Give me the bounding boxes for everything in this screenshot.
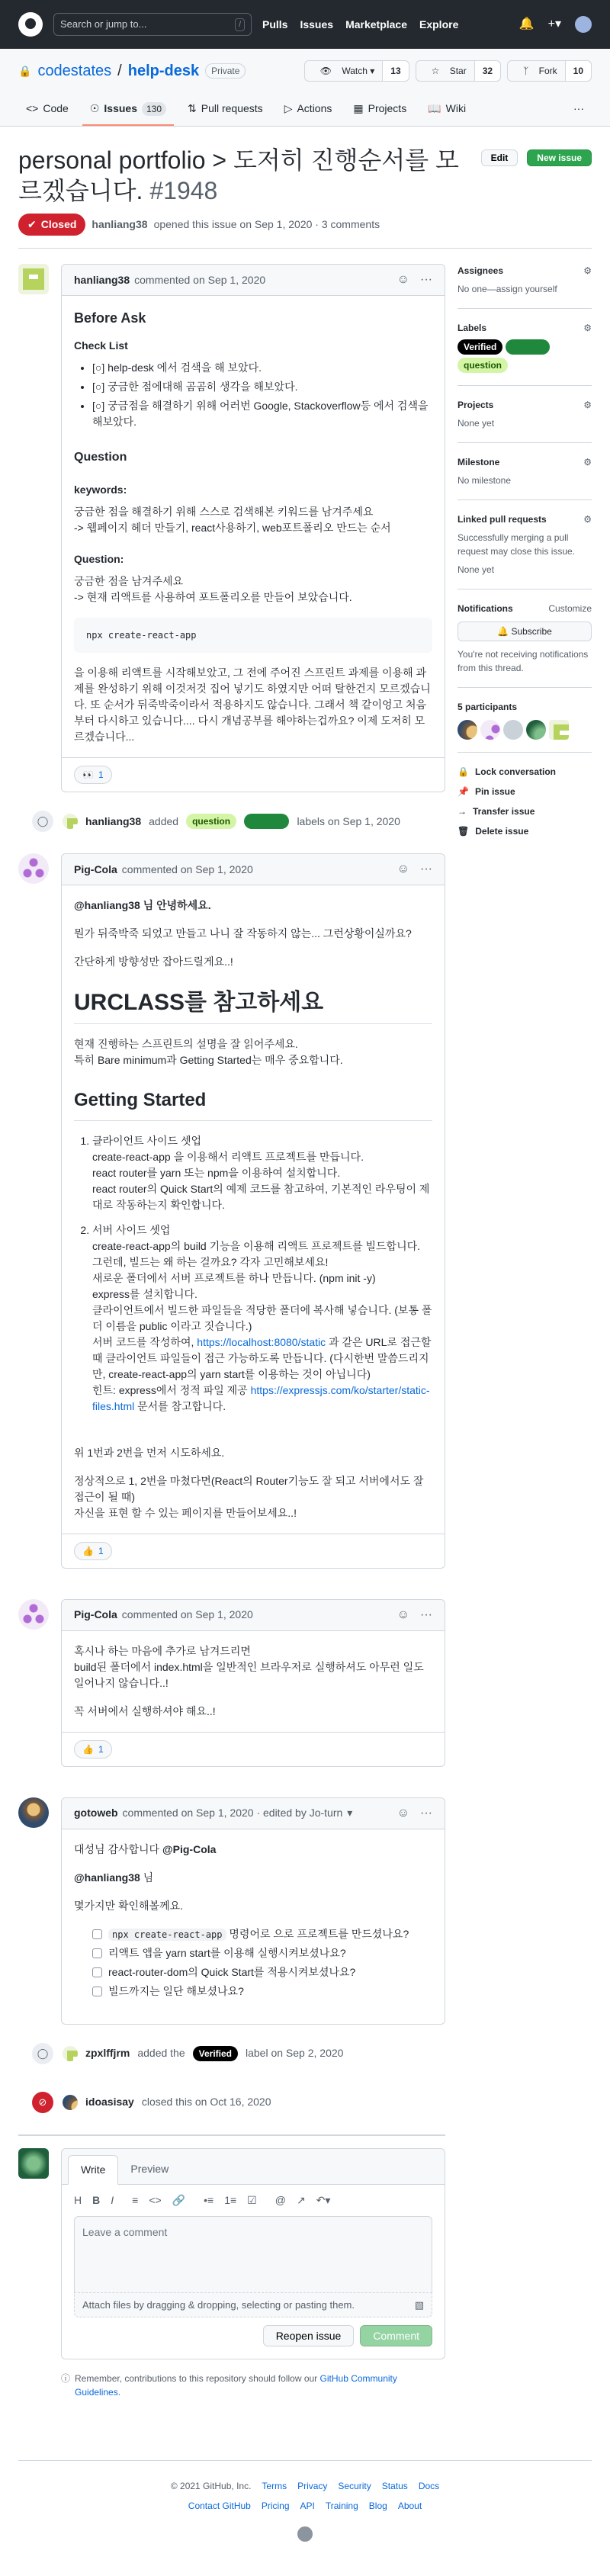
attach-text: Attach files by dragging & dropping, selecting or pasting them.	[82, 2298, 355, 2311]
step-line: 클라이언트에서 빌드한 파일들을 적당한 폴더에 복사해 넣습니다. (보통 폴더 이름을 public 이라고 짓습니다.)	[92, 1303, 432, 1332]
comment-time[interactable]: commented on Sep 1, 2020	[121, 862, 253, 875]
issue-icon: ☉	[89, 102, 100, 114]
smiley-icon[interactable]: ☺	[396, 862, 410, 875]
user-mention[interactable]: @hanliang38	[74, 1871, 140, 1884]
list-item: • [○] 궁금한 점에대해 곰곰히 생각을 해보았다.	[92, 379, 432, 395]
global-header	[0, 0, 610, 49]
task-checkbox[interactable]	[92, 1987, 102, 1996]
book-icon: 📖	[428, 102, 441, 114]
list-item	[92, 1133, 432, 1213]
footer-link-security[interactable]: Security	[338, 2481, 371, 2491]
issue-body-comment	[18, 264, 445, 792]
tab-projects-label: Projects	[368, 102, 407, 114]
repo-icon: 🔒	[18, 64, 32, 77]
task-item	[92, 1964, 432, 1980]
tag-icon: ◯	[30, 809, 55, 834]
step-line	[92, 1335, 432, 1383]
gear-icon[interactable]: ⚙	[583, 265, 592, 276]
heading-icon[interactable]: H	[74, 2193, 82, 2206]
fork-button[interactable]	[507, 60, 592, 82]
text: 서버 코드를 작성하여,	[92, 1335, 197, 1348]
preview-tab[interactable]: Preview	[130, 2162, 169, 2175]
step-line: create-react-app의 build 기능을 이용해 리액트 프로젝트를 빌드합니다.	[92, 1239, 421, 1252]
nav-pulls[interactable]: Pulls	[262, 18, 288, 31]
comment-paragraph: 꼭 서버에서 실행하셔야 해요..!	[74, 1704, 216, 1717]
arrow-right-icon: →	[458, 806, 467, 817]
linked-prs-text: None yet	[458, 564, 495, 575]
task-text: 명령어로 으로 프로젝트를 만드셨나요?	[226, 1927, 409, 1940]
chevron-down-icon[interactable]: ▾	[347, 1807, 353, 1819]
tab-pulls-label: Pull requests	[201, 102, 263, 114]
task-text: react-router-dom의 Quick Start를 적용시켜보셨나요?	[108, 1965, 356, 1978]
closed-icon: ⊘	[30, 2090, 55, 2115]
more-tabs-icon[interactable]: ···	[573, 102, 584, 114]
comment-author[interactable]: hanliang38	[74, 273, 130, 286]
question-line: 궁금한 점을 남겨주세요	[74, 575, 184, 587]
lock-icon: 🔒	[458, 766, 469, 777]
play-icon: ▷	[284, 102, 293, 114]
event-text: closed this on Oct 16, 2020	[141, 2096, 271, 2108]
avatar[interactable]	[18, 2148, 49, 2179]
smiley-icon[interactable]: ☺	[396, 1608, 410, 1621]
kebab-icon[interactable]: ···	[420, 862, 432, 875]
github-logo-icon[interactable]	[297, 2526, 313, 2542]
reaction-count: 1	[98, 1545, 104, 1556]
thumbs-up-icon: 👍	[82, 1743, 94, 1755]
avatar[interactable]	[63, 814, 78, 829]
kebab-icon[interactable]: ···	[420, 1806, 432, 1820]
comment-time[interactable]: commented on Sep 1, 2020 · edited by Jo-turn	[122, 1807, 343, 1819]
issues-counter: 130	[142, 102, 166, 116]
participant-avatar[interactable]	[549, 720, 569, 740]
issue-meta	[18, 214, 592, 249]
comment-paragraph: 을 이용해 리액트를 시작해보았고, 그 전에 주어진 스프린트 과제를 이용해 과제를 완성하기 위해 이것저것 집어 넣기도 하였지만 어떠 탈한건지 모르겠습니다. 또 순서가 뒤죽박죽이라서 적용하지도 않습니다. 그래서 책 같이엉고 처음부터 다시하고 있습니다.... 다시 개념공부를 해야하는겁까요? 이제 도저히 모르겠습니다...	[74, 666, 431, 743]
watch-label: Watch	[342, 66, 368, 76]
step-line: react router를 yarn 또는 npm을 이용하여 설치합니다.	[92, 1166, 341, 1179]
assignees-text[interactable]: No one—assign yourself	[458, 284, 557, 294]
text: 과 같은 URL로 접근할 때 클라이언트 파일들이 접근 가능하도록 만듭니다. (다시한번 말씀드리지만, create-react-app의 yarn start를 이용하는 것이 아닙니다)	[92, 1335, 432, 1380]
heading-keywords: keywords:	[74, 483, 127, 496]
footer-link-api[interactable]: API	[300, 2501, 315, 2511]
comment-paragraph: 현재 진행하는 스프린트의 설명을 잘 읽어주세요.	[74, 1037, 298, 1050]
task-text: 빌드까지는 일단 해보셨나요?	[108, 1984, 244, 1997]
reaction-thumbs-up[interactable]	[74, 1542, 112, 1560]
github-logo-icon[interactable]	[18, 12, 43, 37]
tab-wiki[interactable]	[420, 95, 474, 126]
timeline-divider	[18, 2134, 445, 2136]
step-line: 새로운 폴더에서 서버 프로젝트를 하나 만듭니다. (npm init -y)	[92, 1271, 376, 1284]
customize-link[interactable]: Customize	[548, 603, 592, 614]
new-comment-form	[18, 2148, 445, 2360]
tab-projects[interactable]	[345, 95, 414, 126]
bell-icon[interactable]: 🔔	[518, 18, 535, 31]
code-block: npx create-react-app	[74, 618, 432, 653]
reaction-eyes[interactable]	[74, 766, 112, 784]
footer-link-privacy[interactable]: Privacy	[297, 2481, 328, 2491]
star-label: Star	[449, 66, 467, 76]
heading-before-ask: Before Ask	[74, 310, 146, 326]
bell-icon: 🔔	[497, 626, 512, 637]
event-actor[interactable]: hanliang38	[85, 814, 142, 827]
comment-paragraph: 몇가지만 확인해볼께요.	[74, 1899, 184, 1912]
link-icon[interactable]: 🔗	[172, 2193, 186, 2206]
bullet-list-icon[interactable]: •≡	[204, 2193, 214, 2206]
avatar[interactable]	[63, 2046, 78, 2061]
heading-checklist: Check List	[74, 339, 128, 352]
text: 님	[140, 1871, 154, 1884]
fork-label: Fork	[538, 66, 557, 76]
nav-issues[interactable]: Issues	[300, 18, 334, 31]
greeting: @hanliang38 님 안녕하세요.	[74, 899, 211, 911]
notifications-desc: You're not receiving notifications from this thread.	[458, 649, 589, 673]
gear-icon[interactable]: ⚙	[583, 457, 592, 467]
text: 대성님 감사합니다	[74, 1842, 162, 1855]
issue-author-link[interactable]	[92, 217, 147, 233]
info-icon: ⓘ	[61, 2373, 71, 2384]
nav-marketplace[interactable]: Marketplace	[345, 18, 407, 31]
search-shortcut-key: /	[235, 18, 245, 31]
subscribe-button[interactable]	[458, 622, 592, 641]
tab-actions-label: Actions	[297, 102, 332, 114]
participants-title: 5 participants	[458, 702, 518, 712]
task-text: 리액트 앱을 yarn start를 이용해 실행시켜보셨나요?	[108, 1946, 346, 1959]
reaction-count: 1	[98, 1743, 104, 1755]
heading-getting-started: Getting Started	[74, 1087, 432, 1121]
gear-icon[interactable]: ⚙	[583, 323, 592, 333]
linked-prs-title[interactable]: Linked pull requests	[458, 514, 547, 525]
code-icon[interactable]: <>	[149, 2193, 162, 2206]
tag-icon: ◯	[30, 2041, 55, 2066]
lock-conversation-button[interactable]	[458, 762, 592, 782]
search-placeholder: Search or jump to...	[60, 18, 147, 31]
repo-separator: /	[117, 63, 122, 79]
heading-question-sub: Question:	[74, 553, 124, 565]
footer-link-terms[interactable]: Terms	[262, 2481, 287, 2491]
participant-avatar[interactable]	[526, 720, 546, 740]
label-event	[30, 2037, 445, 2070]
step-line: 그런데, 빌드는 왜 하는 걸까요? 각자 고민해보세요!	[92, 1255, 329, 1268]
comment-paragraph: 혹시나 하는 마음에 추가로 남겨드리면	[74, 1644, 251, 1657]
event-actor[interactable]: idoasisay	[85, 2096, 134, 2108]
timeline-comment	[18, 853, 445, 1569]
participant-avatar[interactable]	[503, 720, 523, 740]
issue-opened-text: opened this issue on Sep 1, 2020 · 3 comments	[153, 218, 380, 230]
milestone-title[interactable]: Milestone	[458, 457, 500, 467]
linked-prs-desc: Successfully merging a pull request may close this issue.	[458, 532, 576, 557]
closed-event	[30, 2086, 445, 2119]
user-avatar[interactable]	[575, 16, 592, 33]
code-icon: <>	[26, 102, 39, 114]
issue-title	[18, 145, 472, 206]
list-item	[92, 1222, 432, 1415]
footer-link-blog[interactable]: Blog	[368, 2501, 387, 2511]
trash-icon: 🗑	[458, 826, 470, 837]
comment-author[interactable]: Pig-Cola	[74, 1608, 117, 1620]
attach-files-area[interactable]	[74, 2292, 432, 2318]
comment-button[interactable]: Comment	[360, 2325, 432, 2346]
task-list	[92, 1926, 432, 1999]
private-badge: Private	[205, 63, 246, 79]
avatar[interactable]	[18, 264, 49, 294]
heading-urclass: URCLASS를 참고하세요	[74, 988, 432, 1024]
notifications-title: Notifications	[458, 603, 513, 614]
pin-issue-button[interactable]	[458, 782, 592, 801]
copyright: © 2021 GitHub, Inc.	[170, 2481, 252, 2491]
tab-code-label: Code	[43, 102, 69, 114]
kebab-icon[interactable]: ···	[420, 273, 432, 286]
eyes-icon: 👀	[82, 769, 94, 780]
user-mention[interactable]: @Pig-Cola	[162, 1842, 217, 1855]
tab-issues[interactable]	[82, 95, 174, 126]
comment-paragraph: build된 폴더에서 index.html을 일반적인 브라우저로 실행하셔도 아무런 일도 일어나지 않습니다..!	[74, 1660, 424, 1689]
comment-paragraph	[74, 1870, 432, 1886]
repo-name-link[interactable]: help-desk	[127, 63, 200, 79]
event-text: added	[149, 814, 179, 827]
smiley-icon[interactable]: ☺	[396, 273, 410, 286]
task-checkbox[interactable]	[92, 1948, 102, 1958]
kebab-icon[interactable]: ···	[420, 1608, 432, 1621]
pull-request-icon: ⇅	[188, 102, 197, 114]
reaction-count: 1	[98, 769, 104, 780]
step-title: 클라이언트 사이드 셋업	[92, 1134, 202, 1147]
footer-link-docs[interactable]: Docs	[418, 2481, 440, 2491]
question-line: -> 현재 리액트를 사용하여 포트폴리오를 만들어 보았습니다.	[74, 591, 352, 603]
projects-title[interactable]: Projects	[458, 400, 494, 410]
repo-owner-link[interactable]: codestates	[37, 63, 112, 79]
footer-link-about[interactable]: About	[397, 2501, 422, 2511]
checklist	[92, 360, 432, 430]
comment-paragraph: 정상적으로 1, 2번을 마쳤다면(React의 Router기능도 잘 되고 서버에서도 잘 접근이 될 때)	[74, 1474, 424, 1503]
closed-icon: ✔	[27, 218, 37, 230]
watch-count[interactable]: 13	[382, 61, 408, 81]
watch-button[interactable]: 👁 Watch ▾ 13	[304, 60, 409, 82]
heading-question: Question	[74, 451, 127, 464]
text: 힌트: express에서 정적 파일 제공	[92, 1383, 251, 1396]
inline-code: npx create-react-app	[108, 1929, 226, 1941]
tab-wiki-label: Wiki	[445, 102, 467, 114]
static-url-link[interactable]: https://localhost:8080/static	[197, 1335, 326, 1348]
labels-title[interactable]: Labels	[458, 323, 487, 333]
reaction-thumbs-up[interactable]	[74, 1740, 112, 1759]
comment-paragraph: 간단하게 방향성만 잡아드릴게요..!	[74, 956, 233, 968]
task-item	[92, 1983, 432, 1999]
label-verified[interactable]: Verified	[458, 339, 502, 355]
italic-icon[interactable]: I	[111, 2193, 114, 2206]
repo-header	[0, 49, 610, 127]
labels-event	[30, 805, 445, 838]
footer-link-status[interactable]: Status	[381, 2481, 408, 2491]
plus-icon[interactable]: +▾	[547, 18, 561, 31]
comment-paragraph: 위 1번과 2번을 먼저 시도하세요.	[74, 1446, 225, 1459]
tab-actions[interactable]	[277, 95, 340, 126]
markdown-icon: ▧	[414, 2298, 424, 2311]
step-line: create-react-app 을 이용해서 리액트 프로젝트를 만듭니다.	[92, 1150, 364, 1163]
write-tab[interactable]: Write	[68, 2155, 118, 2185]
new-issue-button[interactable]: New issue	[527, 149, 592, 166]
issue-title-text: personal portfolio > 도저히 진행순서를 모르겠습니다.	[18, 146, 459, 204]
issue-sidebar	[458, 264, 592, 2399]
timeline-comment	[18, 1797, 445, 2025]
step-line	[92, 1383, 432, 1415]
star-icon: ☆	[431, 66, 442, 76]
star-button[interactable]	[416, 60, 501, 82]
footer-link-pricing[interactable]: Pricing	[261, 2501, 290, 2511]
label-verified[interactable]: Verified	[244, 814, 289, 829]
tab-pull-requests[interactable]	[180, 95, 271, 126]
timeline	[18, 264, 445, 2399]
lock-label: Lock conversation	[474, 766, 556, 777]
participant-avatar[interactable]	[480, 720, 500, 740]
step-line: react router의 Quick Start의 예제 코드를 참고하여, 기본적인 라우팅이 제대로 작동하는지 확인합니다.	[92, 1182, 430, 1211]
projects-text: None yet	[458, 418, 495, 429]
comment-textarea[interactable]: Leave a comment	[74, 2216, 432, 2292]
project-icon: ▦	[353, 102, 364, 114]
pin-icon: 📌	[458, 786, 469, 797]
eye-icon: 👁	[319, 66, 335, 76]
comment-paragraph: 자신을 표현 할 수 있는 페이지를 만들어보세요..!	[74, 1506, 297, 1519]
avatar[interactable]	[18, 1797, 49, 1828]
issue-author: hanliang38	[92, 218, 148, 230]
thumbs-up-icon: 👍	[82, 1545, 94, 1556]
assignees-title[interactable]: Assignees	[458, 265, 504, 276]
markdown-toolbar	[62, 2185, 445, 2216]
reply-icon[interactable]: ↶▾	[316, 2193, 331, 2206]
smiley-icon[interactable]: ☺	[396, 1806, 410, 1820]
closed-state-badge	[18, 214, 85, 236]
steps-list	[92, 1133, 432, 1415]
contribution-note	[61, 2372, 445, 2399]
list-item: • [○] 궁금점을 해결하기 위해 어러번 Google, Stackoverflow등 에서 검색을 해보았다.	[92, 398, 432, 430]
express-docs-link[interactable]: https://expressjs.com/ko/starter/static-files.html	[92, 1383, 430, 1412]
timeline-comment	[18, 1599, 445, 1767]
repo-tabs	[18, 95, 592, 126]
step-title: 서버 사이드 셋업	[92, 1223, 171, 1236]
avatar[interactable]	[18, 853, 49, 884]
task-checkbox[interactable]	[92, 1967, 102, 1977]
milestone-text: No milestone	[458, 475, 512, 486]
keywords-line: -> 웹페이지 헤더 만들기, react사용하기, web포트폴리오 만드는 순서	[74, 522, 391, 534]
comment-paragraph: 특히 Bare minimum과 Getting Started는 매우 중요합니다.	[74, 1053, 343, 1066]
reopen-issue-button[interactable]: Reopen issue	[263, 2325, 355, 2346]
numbered-list-icon[interactable]: 1≡	[224, 2193, 237, 2206]
search-input[interactable]	[53, 13, 252, 36]
avatar[interactable]	[63, 2095, 78, 2110]
star-count[interactable]: 32	[474, 61, 500, 81]
edit-title-button[interactable]: Edit	[481, 149, 518, 166]
list-item: • [○] help-desk 에서 검색을 해 보았다.	[92, 360, 432, 376]
page-footer	[18, 2460, 592, 2576]
issue-header	[0, 127, 610, 249]
subscribe-label: Subscribe	[511, 626, 552, 637]
tab-code[interactable]	[18, 95, 76, 126]
fork-count[interactable]: 10	[565, 61, 591, 81]
label-verified[interactable]: Verified	[193, 2046, 238, 2061]
comment-paragraph: 뭔가 뒤죽박죽 되었고 만들고 나니 잘 작동하지 않는... 그런상황이실까요?	[74, 927, 412, 940]
task-checkbox[interactable]	[92, 1929, 102, 1939]
closed-state-label: Closed	[40, 218, 77, 230]
gear-icon[interactable]: ⚙	[583, 514, 592, 525]
event-actor[interactable]: zpxlffjrm	[85, 2047, 130, 2059]
participant-avatar[interactable]	[458, 720, 477, 740]
task-list-icon[interactable]: ☑	[247, 2193, 257, 2206]
event-text: added the	[137, 2047, 185, 2059]
step-line: express를 설치합니다.	[92, 1287, 197, 1300]
fork-icon: ᛉ	[523, 66, 531, 76]
quote-icon[interactable]: ≡	[132, 2193, 139, 2206]
issue-number: #1948	[149, 177, 218, 204]
delete-issue-button[interactable]	[458, 821, 592, 841]
avatar[interactable]	[18, 1599, 49, 1630]
comment-time[interactable]: commented on Sep 1, 2020	[121, 1608, 253, 1620]
comment-time[interactable]: commented on Sep 1, 2020	[134, 273, 266, 286]
comment-author[interactable]: Pig-Cola	[74, 862, 117, 875]
pin-label: Pin issue	[474, 786, 515, 797]
delete-label: Delete issue	[475, 826, 529, 837]
community-guidelines-link[interactable]: GitHub Community Guidelines	[75, 2373, 397, 2398]
footer-link-contact[interactable]: Contact GitHub	[188, 2501, 251, 2511]
transfer-issue-button[interactable]	[458, 801, 592, 821]
mention-icon[interactable]: @	[274, 2193, 286, 2206]
cross-reference-icon[interactable]: ↗	[296, 2193, 306, 2206]
label-question[interactable]: question	[458, 358, 508, 373]
event-text: labels on Sep 1, 2020	[297, 814, 400, 827]
note-text: .	[117, 2387, 121, 2398]
event-text: label on Sep 2, 2020	[246, 2047, 344, 2059]
task-item	[92, 1945, 432, 1961]
task-item	[92, 1926, 432, 1942]
gear-icon[interactable]: ⚙	[583, 400, 592, 410]
tab-issues-label: Issues	[104, 102, 137, 114]
label-green[interactable]	[506, 339, 550, 355]
top-nav	[262, 17, 458, 33]
nav-explore[interactable]: Explore	[419, 18, 459, 31]
transfer-label: Transfer issue	[473, 806, 535, 817]
note-text: Remember, contributions to this repository should follow our	[75, 2373, 320, 2384]
footer-link-training[interactable]: Training	[325, 2501, 358, 2511]
header-actions	[519, 15, 592, 34]
keywords-line: 궁금한 점을 해결하기 위해 스스로 검색해본 키워드를 남겨주세요	[74, 506, 374, 518]
bold-icon[interactable]: B	[92, 2193, 101, 2206]
text: 문서를 참고합니다.	[134, 1399, 226, 1412]
label-question[interactable]: question	[186, 814, 236, 829]
comment-author[interactable]: gotoweb	[74, 1807, 118, 1819]
comment-paragraph	[74, 1842, 432, 1858]
